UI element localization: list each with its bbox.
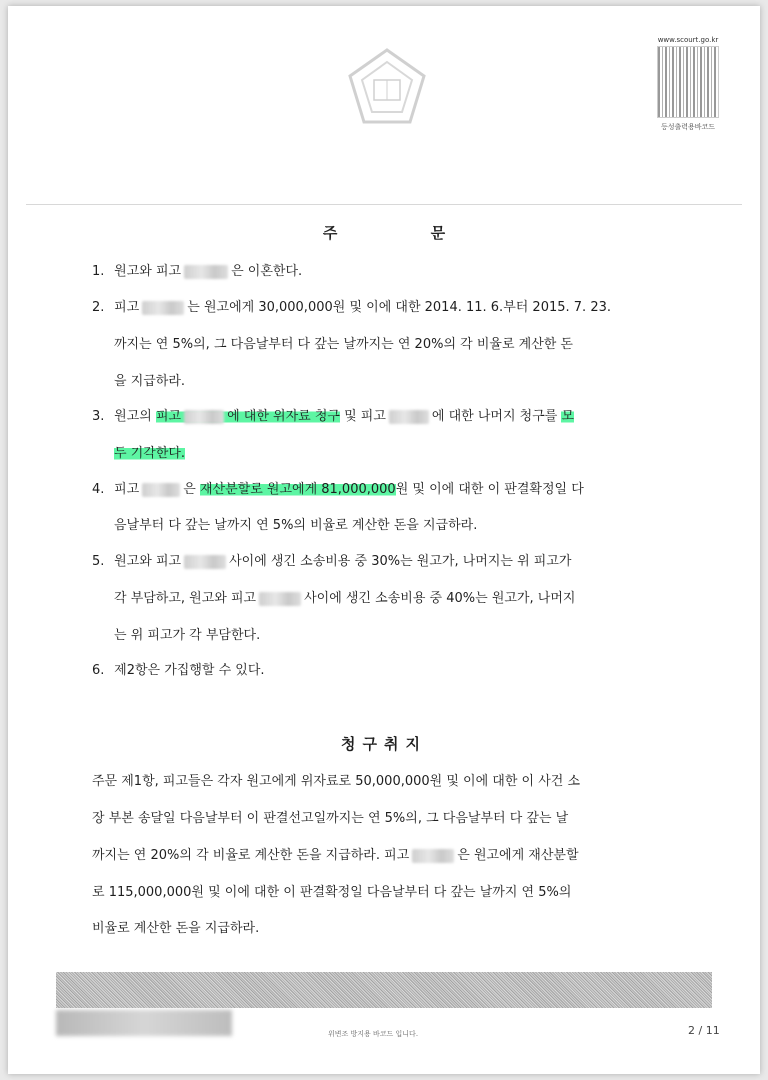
- redacted-name: [142, 301, 184, 315]
- judgment-item-4: 4. 피고 은 재산분할로 원고에게 81,000,000원 및 이에 대한 이 판결확정일 다: [92, 482, 584, 497]
- page-number: 2 / 11: [688, 1024, 720, 1037]
- claim-line-2: 장 부본 송달일 다음날부터 이 판결선고일까지는 연 5%의, 그 다음날부터 다 갚는 날: [92, 811, 569, 826]
- redacted-name: [412, 849, 454, 863]
- redacted-name: [184, 410, 224, 424]
- judgment-item-6: 6. 제2항은 가집행할 수 있다.: [92, 663, 265, 678]
- redacted-footer: [56, 1010, 232, 1036]
- court-seal-icon: [344, 46, 430, 132]
- claim-line-4: 로 115,000,000원 및 이에 대한 이 판결확정일 다음날부터 다 갚는 날까지 연 5%의: [92, 885, 572, 900]
- verification-qr: [656, 36, 720, 140]
- claim-line-5: 비율로 계산한 돈을 지급하라.: [92, 921, 260, 936]
- header-divider: [26, 204, 742, 205]
- judgment-item-3-line-2: 두 기각한다.: [114, 446, 186, 461]
- redacted-name: [389, 410, 429, 424]
- anti-forgery-barcode: [56, 972, 712, 1008]
- judgment-item-5: 5. 원고와 피고 사이에 생긴 소송비용 중 30%는 원고가, 나머지는 위 피고가: [92, 554, 572, 569]
- document-page: [8, 6, 760, 1074]
- section-title-judgment: 주 문: [322, 224, 490, 242]
- claim-line-1: 주문 제1항, 피고들은 각자 원고에게 위자료로 50,000,000원 및 이에 대한 이 사건 소: [92, 774, 581, 789]
- judgment-item-2-line-2: 까지는 연 5%의, 그 다음날부터 다 갚는 날까지는 연 20%의 각 비율로 계산한 돈: [114, 337, 573, 352]
- redacted-name: [184, 265, 228, 279]
- judgment-item-1: 1. 원고와 피고 은 이혼한다.: [92, 264, 303, 279]
- judgment-item-2: 2. 피고 는 원고에게 30,000,000원 및 이에 대한 2014. 11. 6.부터 2015. 7. 23.: [92, 300, 611, 315]
- section-title-claim: 청구취지: [341, 735, 427, 753]
- judgment-item-5-line-3: 는 위 피고가 각 부담한다.: [114, 628, 261, 643]
- qr-url: www.scourt.go.kr: [657, 36, 719, 44]
- judgment-item-4-line-2: 음날부터 다 갚는 날까지 연 5%의 비율로 계산한 돈을 지급하라.: [114, 518, 478, 533]
- redacted-name: [184, 555, 226, 569]
- redacted-name: [259, 592, 301, 606]
- qr-caption: 등성출력용바코드: [660, 123, 716, 131]
- qr-code-icon: [657, 46, 719, 118]
- barcode-note: 위변조 방지용 바코드 입니다.: [328, 1030, 419, 1038]
- redacted-name: [142, 483, 180, 497]
- judgment-item-5-line-2: 각 부담하고, 원고와 피고 사이에 생긴 소송비용 중 40%는 원고가, 나머지: [114, 591, 576, 606]
- judgment-item-2-line-3: 을 지급하라.: [114, 374, 186, 389]
- claim-line-3: 까지는 연 20%의 각 비율로 계산한 돈을 지급하라. 피고 은 원고에게 재산분할: [92, 848, 579, 863]
- judgment-item-3: 3. 원고의 피고 에 대한 위자료 청구 및 피고 에 대한 나머지 청구를 모: [92, 409, 575, 424]
